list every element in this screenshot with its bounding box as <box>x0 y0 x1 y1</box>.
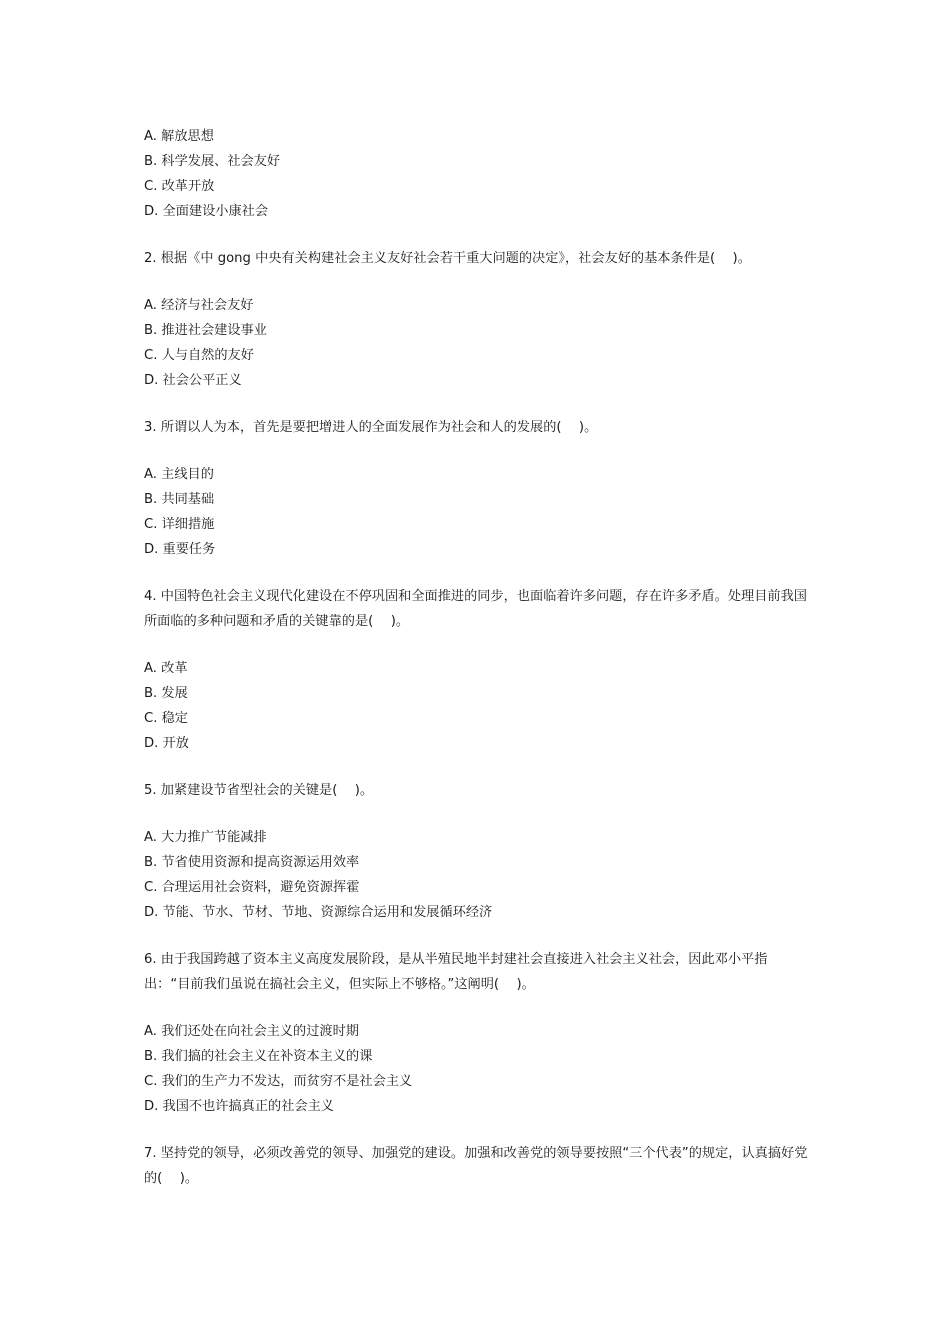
option-a: A. 改革 <box>144 661 188 676</box>
question-5-text: 5. 加紧建设节省型社会的关键是( )。 <box>144 783 374 798</box>
option-d: D. 开放 <box>144 736 189 751</box>
question-6-options <box>144 1019 808 1119</box>
question-1-options <box>144 124 808 224</box>
question-7-text: 7. 坚持党的领导，必须改善党的领导、加强党的建设。加强和改善党的领导要按照“三个代表”的规定，认真搞好党的( )。 <box>144 1146 808 1186</box>
option-a: A. 主线目的 <box>144 467 214 482</box>
question-3-text: 3. 所谓以人为本，首先是要把增进人的全面发展作为社会和人的发展的( )。 <box>144 420 598 435</box>
question-4-text: 4. 中国特色社会主义现代化建设在不停巩固和全面推进的同步，也面临着许多问题，存在许多矛盾。处理目前我国所面临的多种问题和矛盾的关键靠的是( )。 <box>144 589 807 629</box>
option-c: C. 稳定 <box>144 711 188 726</box>
option-d: D. 全面建设小康社会 <box>144 204 269 219</box>
option-a: A. 经济与社会友好 <box>144 298 254 313</box>
question-5-options <box>144 825 808 925</box>
option-a: A. 大力推广节能减排 <box>144 830 267 845</box>
option-c: C. 详细措施 <box>144 517 215 532</box>
option-b: B. 我们搞的社会主义在补资本主义的课 <box>144 1049 373 1064</box>
option-a: A. 解放思想 <box>144 129 214 144</box>
question-6-text: 6. 由于我国跨越了资本主义高度发展阶段，是从半殖民地半封建社会直接进入社会主义社会，因此邓小平指出：“目前我们虽说在搞社会主义，但实际上不够格。”这阐明( )。 <box>144 952 768 992</box>
option-c: C. 我们的生产力不发达，而贫穷不是社会主义 <box>144 1074 413 1089</box>
document-page <box>144 124 808 1213</box>
option-b: B. 推进社会建设事业 <box>144 323 267 338</box>
question-4-options <box>144 656 808 756</box>
option-b: B. 发展 <box>144 686 188 701</box>
option-d: D. 节能、节水、节材、节地、资源综合运用和发展循环经济 <box>144 905 493 920</box>
option-b: B. 共同基础 <box>144 492 215 507</box>
option-d: D. 我国不也许搞真正的社会主义 <box>144 1099 334 1114</box>
option-c: C. 人与自然的友好 <box>144 348 254 363</box>
question-2-text: 2. 根据《中 gong 中央有关构建社会主义友好社会若干重大问题的决定》，社会友好的基本条件是( )。 <box>144 251 751 266</box>
question-3-options <box>144 462 808 562</box>
option-b: B. 节省使用资源和提高资源运用效率 <box>144 855 360 870</box>
option-c: C. 改革开放 <box>144 179 215 194</box>
option-c: C. 合理运用社会资料，避免资源挥霍 <box>144 880 360 895</box>
question-2-options <box>144 293 808 393</box>
option-a: A. 我们还处在向社会主义的过渡时期 <box>144 1024 359 1039</box>
option-d: D. 重要任务 <box>144 542 216 557</box>
option-d: D. 社会公平正义 <box>144 373 242 388</box>
option-b: B. 科学发展、社会友好 <box>144 154 281 169</box>
